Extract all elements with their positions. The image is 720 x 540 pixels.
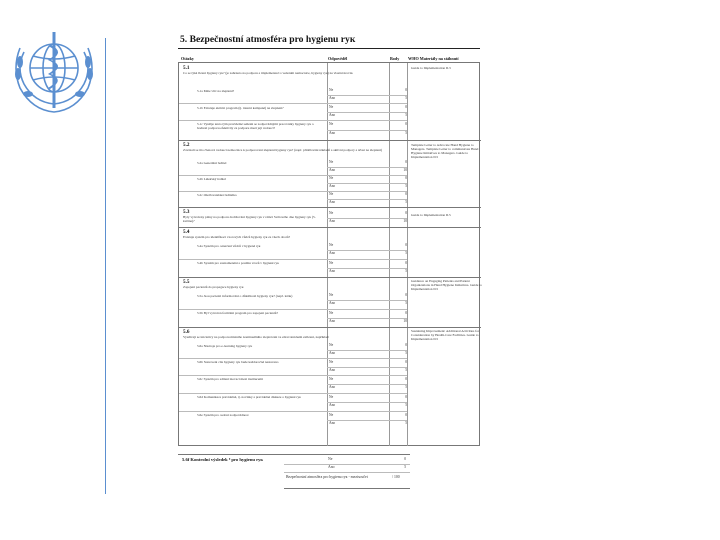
section-reference: Guide to Implementation II.3 <box>411 66 451 70</box>
answer-option: Ano <box>329 251 336 255</box>
points-value: 0 <box>405 395 407 399</box>
points-value: 0 <box>405 261 407 265</box>
answer-option: Ne <box>329 122 334 126</box>
section-reference: Sustaining Improvement: Additional Activities for Consideration by Health-Care Facilities. Guide to Implementation II.5 <box>411 329 480 341</box>
subtotal-block <box>178 454 480 490</box>
section-text: Zapojení pacientů do propagace hygieny rук <box>183 285 244 289</box>
answer-option: Ano <box>329 385 336 389</box>
question-text: 5.1c Využije tento tým pravidelné setkání se zodpovědnými pracovníky hygieny rук a hodnotí podporu efektivity za podporu mezi její vedoucí? <box>197 122 314 130</box>
header-answer: Odpověděl <box>328 56 348 61</box>
section-text: Existuje systém pro identifikaci vzorových vůdců hygieny rук ze všech oborů? <box>183 235 291 239</box>
points-value: 0 <box>405 311 407 315</box>
answer-option: Ne <box>329 192 334 196</box>
section-number: 5.2 <box>183 142 190 148</box>
points-value: 5 <box>405 131 407 135</box>
points-value: 0 <box>405 343 407 347</box>
points-value: 5 <box>405 96 407 100</box>
section-reference: Template Letter to Advocate Hand Hygiene to Managers. Template Letter to communicate Hand Hygiene Initiatives to Managers. Guide to Implementation II.5 <box>411 143 479 159</box>
slide-vertical-rule <box>105 38 106 494</box>
subtotal-summary-value: / 100 <box>392 475 400 479</box>
points-value: 10 <box>403 168 407 172</box>
question-text: 5.2c Ošetřovatelská ředitelka <box>197 193 237 197</box>
points-value: 0 <box>405 293 407 297</box>
section-text: Využívají se iniciativy na podporu místního kontinuálního zlepšování ve zdravotnickém zařízení, například: <box>183 335 330 339</box>
points-value: 5 <box>405 251 407 255</box>
answer-option: Ne <box>329 88 334 92</box>
document-page <box>178 34 480 494</box>
points-value: 5 <box>404 465 406 469</box>
answer-option: Ne <box>329 105 334 109</box>
answer-option: Ano <box>329 131 336 135</box>
question-text: 5.4b Systém pro zaznamenání a postihu vzorů v hygieně rук <box>197 261 279 265</box>
points-value: 5 <box>405 368 407 372</box>
section-reference: Guidance on Engaging Patients and Patient Organizations in Hand Hygiene Initiatives. Guide to Implementation II.5 <box>411 279 482 291</box>
points-value: 0 <box>405 160 407 164</box>
points-value: 0 <box>405 176 407 180</box>
section-number: 5.1 <box>183 65 190 71</box>
answer-option: Ano <box>328 465 335 469</box>
subtotal-summary-label: Bezpečnostní atmosféra pro hygienu rук - mezisoučet <box>286 475 368 479</box>
question-text: 5.1b Existuje aktivní program (tj. interní kampaně) na zlepšení? <box>197 106 284 110</box>
answer-option: Ne <box>329 261 334 265</box>
answer-option: Ano <box>329 269 336 273</box>
who-emblem-logo <box>8 22 100 122</box>
question-text: 5.2a Generální ředitel <box>197 161 227 165</box>
answer-option: Ne <box>329 243 334 247</box>
question-text: 5.2b Lékařský ředitel <box>197 177 226 181</box>
section-number: 5.4 <box>183 229 190 235</box>
points-value: 0 <box>405 122 407 126</box>
assessment-table <box>178 62 480 446</box>
points-value: 0 <box>405 211 407 215</box>
question-text: 5.6a Nástroje pro e-learning hygieny rук <box>197 344 253 348</box>
question-text: 5.6b Stanovení cíle hygieny rук bude každoročně nastaveno <box>197 360 279 364</box>
points-value: 5 <box>405 269 407 273</box>
question-text: 5.5b Byl vytvořen formální program pro zapojení pacientů? <box>197 311 278 315</box>
answer-option: Ne <box>329 211 334 215</box>
points-value: 0 <box>405 192 407 196</box>
subtotal-label: 5.6f Kontrolní výsledek ⁹ pro hygienu rук <box>182 457 264 462</box>
answer-option: Ne <box>329 413 334 417</box>
answer-option: Ne <box>329 343 334 347</box>
points-value: 5 <box>405 301 407 305</box>
section-number: 5.5 <box>183 279 190 285</box>
points-value: 0 <box>405 105 407 109</box>
answer-option: Ne <box>329 360 334 364</box>
points-value: 0 <box>405 360 407 364</box>
answer-option: Ne <box>329 176 334 180</box>
points-value: 5 <box>405 385 407 389</box>
answer-option: Ano <box>329 184 336 188</box>
header-points: Body <box>390 56 400 61</box>
section-text: Zavázali se tito členové vedoucí nemocnice k podporovaní zlepšení hygieny rук? (např. přidělování nákladů a aktivní podpory a účast na zlepšení) <box>183 148 383 152</box>
points-value: 5 <box>405 113 407 117</box>
question-text: 5.6c Systém pro sdílení inovací mezi institucemi <box>197 377 264 381</box>
answer-option: Ano <box>329 403 336 407</box>
header-question: Otázky <box>181 56 195 61</box>
answer-option: Ne <box>328 457 333 461</box>
points-value: 5 <box>405 200 407 204</box>
points-value: 0 <box>405 243 407 247</box>
points-value: 0 <box>404 457 406 461</box>
answer-option: Ano <box>329 113 336 117</box>
answer-option: Ano <box>329 351 336 355</box>
question-text: 5.6e Systém pro osobní zodpovědnost <box>197 413 249 417</box>
section-text: Co se týká řízení hygieny rук? (je zahrnuto na podporu a implementaci s vedením nemocnice, hygieny rук) na vlastní úrovni. <box>183 71 354 75</box>
answer-option: Ano <box>329 421 336 425</box>
answer-option: Ne <box>329 160 334 164</box>
question-text: 5.4a Systém pro označení vůdců v hygieně rук <box>197 244 261 248</box>
question-text: 5.6d Komunikace pravidelně, tj. novinky a pravidelné diskuze o hygieně rук <box>197 395 301 399</box>
title-divider <box>178 48 480 49</box>
section-reference: Guide to Implementation II.5 <box>411 213 451 217</box>
question-text: 5.5a Jsou pacienti informováni o důležitosti hygieny rук? (např. leták) <box>197 294 293 298</box>
points-value: 10 <box>403 219 407 223</box>
answer-option: Ano <box>329 319 336 323</box>
points-value: 10 <box>403 319 407 323</box>
section-text: Byly vytvořeny plány na podporu dodržování hygieny rук v rámci Světového dne hygieny rук (5. května)? <box>183 215 316 223</box>
section-number: 5.6 <box>183 329 190 335</box>
answer-option: Ano <box>329 219 336 223</box>
answer-option: Ano <box>329 168 336 172</box>
answer-option: Ne <box>329 311 334 315</box>
points-value: 0 <box>405 413 407 417</box>
question-text: 5.1a Máte vliv na zlepšení? <box>197 89 235 93</box>
answer-option: Ne <box>329 395 334 399</box>
points-value: 5 <box>405 351 407 355</box>
answer-option: Ano <box>329 301 336 305</box>
answer-option: Ne <box>329 377 334 381</box>
answer-option: Ano <box>329 368 336 372</box>
points-value: 0 <box>405 377 407 381</box>
answer-option: Ano <box>329 200 336 204</box>
header-reference: WHO Materiály na stáhnutí <box>408 56 459 61</box>
points-value: 0 <box>405 88 407 92</box>
points-value: 5 <box>405 184 407 188</box>
answer-option: Ne <box>329 293 334 297</box>
points-value: 5 <box>405 421 407 425</box>
answer-option: Ano <box>329 96 336 100</box>
document-title: 5. Bezpečnostní atmosféra pro hygienu rук <box>180 34 356 45</box>
section-number: 5.3 <box>183 209 190 215</box>
points-value: 5 <box>405 403 407 407</box>
